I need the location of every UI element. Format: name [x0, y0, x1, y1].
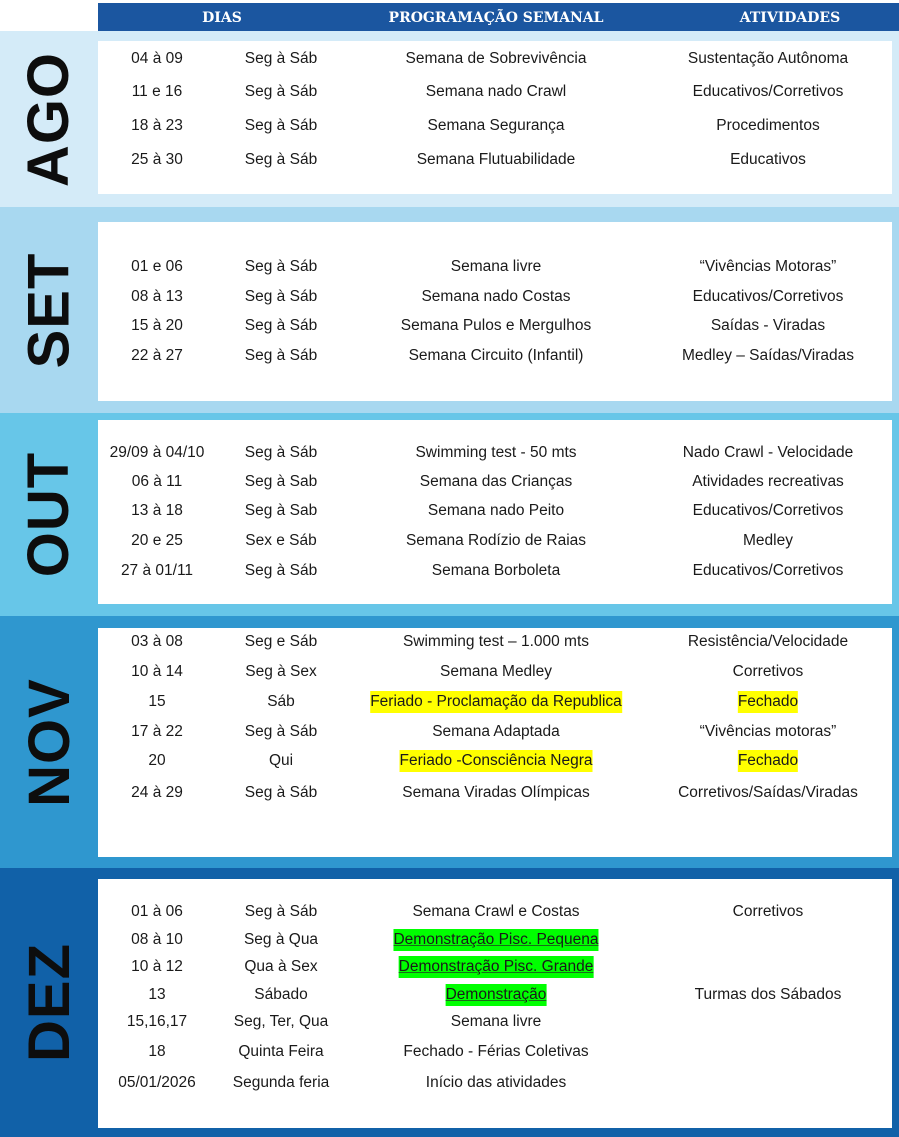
table-row — [98, 442, 892, 464]
cell-program: Semana de Sobrevivência — [405, 50, 587, 67]
cell-program: Semana nado Crawl — [425, 83, 567, 100]
cell-activity: Corretivos — [732, 903, 804, 920]
cell-activity: Medley — [743, 532, 793, 549]
cell-activity: Turmas dos Sábados — [694, 986, 842, 1003]
cell-activity: Procedimentos — [716, 117, 820, 134]
cell-days: Seg à Sáb — [244, 903, 318, 920]
cell-days: Qui — [268, 752, 294, 769]
cell-days: Seg à Sáb — [244, 50, 318, 67]
cell-activity: Resistência/Velocidade — [687, 633, 849, 650]
cell-program: Semana Viradas Olímpicas — [402, 784, 590, 801]
cell-program-holiday: Feriado - Proclamação da Republica — [370, 691, 622, 713]
cell-days: Sábado — [254, 986, 308, 1003]
cell-activity-closed: Fechado — [738, 691, 798, 713]
cell-days: Seg à Sáb — [244, 317, 318, 334]
table-row — [98, 782, 892, 804]
cell-date: 25 à 30 — [131, 151, 183, 168]
cell-days: Seg, Ter, Qua — [233, 1013, 329, 1030]
cell-program: Swimming test - 50 mts — [415, 444, 577, 461]
cell-days: Seg à Sáb — [244, 151, 318, 168]
cell-date: 20 — [148, 752, 166, 769]
table-row — [98, 1011, 892, 1033]
cell-date: 15 à 20 — [131, 317, 183, 334]
cell-program: Semana livre — [450, 258, 542, 275]
cell-days: Seg à Qua — [243, 931, 319, 948]
cell-date: 10 à 14 — [131, 663, 183, 680]
cell-program-demo: Demonstração Pisc. Pequena — [393, 929, 598, 951]
cell-activity: Corretivos/Saídas/Viradas — [678, 784, 858, 801]
month-label-out: OUT — [16, 451, 82, 578]
cell-program-demo: Demonstração — [446, 984, 547, 1006]
table-row — [98, 1041, 892, 1063]
table-row — [98, 929, 892, 951]
cell-date: 24 à 29 — [131, 784, 183, 801]
month-section-dez — [0, 868, 899, 1137]
cell-program: Semana Pulos e Mergulhos — [400, 317, 592, 334]
cell-date: 15 — [148, 693, 166, 710]
cell-days: Seg à Sáb — [244, 117, 318, 134]
cell-date: 27 à 01/11 — [120, 562, 194, 579]
cell-date: 20 e 25 — [131, 532, 183, 549]
cell-program: Fechado - Férias Coletivas — [403, 1043, 589, 1060]
cell-date: 15,16,17 — [126, 1013, 188, 1030]
cell-days: Seg à Sab — [244, 473, 318, 490]
month-box-set — [98, 222, 892, 401]
table-row — [98, 286, 892, 308]
table-row — [98, 256, 892, 278]
cell-days: Seg à Sáb — [244, 562, 318, 579]
cell-days: Seg e Sáb — [244, 633, 318, 650]
cell-date: 18 à 23 — [131, 117, 183, 134]
table-row — [98, 691, 892, 713]
cell-date: 03 à 08 — [131, 633, 183, 650]
cell-activity: “Vivências motoras” — [699, 723, 837, 740]
table-header — [98, 3, 899, 31]
month-label-dez: DEZ — [16, 943, 82, 1062]
cell-date: 22 à 27 — [131, 347, 183, 364]
header-programacao: PROGRAMAÇÃO SEMANAL — [388, 10, 604, 26]
table-row — [98, 115, 892, 137]
cell-program: Semana nado Peito — [427, 502, 565, 519]
cell-activity: Educativos/Corretivos — [692, 288, 844, 305]
table-row — [98, 530, 892, 552]
table-row — [98, 1072, 892, 1094]
cell-activity: Sustentação Autônoma — [687, 50, 849, 67]
cell-activity: Medley – Saídas/Viradas — [681, 347, 855, 364]
table-row — [98, 500, 892, 522]
cell-days: Sáb — [267, 693, 295, 710]
cell-days: Seg à Sáb — [244, 83, 318, 100]
cell-date: 08 à 10 — [131, 931, 183, 948]
cell-days: Seg à Sáb — [244, 784, 318, 801]
cell-program: Semana Borboleta — [431, 562, 561, 579]
cell-program-holiday: Feriado -Consciência Negra — [400, 750, 593, 772]
month-box-dez — [98, 879, 892, 1128]
cell-days: Seg à Sab — [244, 502, 318, 519]
month-section-nov — [0, 616, 899, 868]
cell-activity: Nado Crawl - Velocidade — [682, 444, 854, 461]
month-box-ago — [98, 41, 892, 194]
cell-date: 29/09 à 04/10 — [109, 444, 205, 461]
cell-program: Início das atividades — [425, 1074, 567, 1091]
cell-date: 01 à 06 — [131, 903, 183, 920]
header-dias: DIAS — [202, 10, 242, 26]
cell-activity: Educativos/Corretivos — [692, 502, 844, 519]
month-box-nov — [98, 628, 892, 857]
cell-activity: Saídas - Viradas — [710, 317, 826, 334]
cell-activity: “Vivências Motoras” — [699, 258, 837, 275]
cell-activity: Atividades recreativas — [692, 473, 844, 490]
month-box-out — [98, 420, 892, 604]
cell-date: 18 — [148, 1043, 166, 1060]
cell-days: Seg à Sáb — [244, 347, 318, 364]
table-row — [98, 631, 892, 653]
cell-program: Semana Flutuabilidade — [416, 151, 576, 168]
table-row — [98, 721, 892, 743]
cell-program: Semana das Crianças — [419, 473, 573, 490]
cell-days: Qua à Sex — [244, 958, 318, 975]
table-row — [98, 48, 892, 70]
cell-activity: Educativos — [730, 151, 806, 168]
table-row — [98, 984, 892, 1006]
cell-date: 04 à 09 — [131, 50, 183, 67]
table-row — [98, 315, 892, 337]
table-row — [98, 149, 892, 171]
cell-days: Seg à Sáb — [244, 288, 318, 305]
cell-date: 13 à 18 — [131, 502, 183, 519]
cell-days: Seg à Sáb — [244, 444, 318, 461]
month-label-nov: NOV — [16, 677, 82, 807]
table-row — [98, 345, 892, 367]
cell-program: Semana Circuito (Infantil) — [408, 347, 584, 364]
cell-program-demo: Demonstração Pisc. Grande — [399, 956, 594, 978]
table-row — [98, 471, 892, 493]
cell-date: 01 e 06 — [131, 258, 183, 275]
cell-days: Segunda feria — [232, 1074, 330, 1091]
cell-program: Swimming test – 1.000 mts — [402, 633, 590, 650]
cell-activity: Educativos/Corretivos — [692, 562, 844, 579]
cell-program: Semana Crawl e Costas — [412, 903, 580, 920]
cell-program: Semana nado Costas — [421, 288, 571, 305]
table-row — [98, 750, 892, 772]
table-row — [98, 901, 892, 923]
cell-days: Seg à Sex — [245, 663, 317, 680]
month-section-set — [0, 207, 899, 413]
cell-program: Semana Medley — [439, 663, 553, 680]
cell-program: Semana Rodízio de Raias — [405, 532, 587, 549]
cell-date: 08 à 13 — [131, 288, 183, 305]
cell-days: Seg à Sáb — [244, 258, 318, 275]
table-row — [98, 81, 892, 103]
cell-days: Sex e Sáb — [245, 532, 317, 549]
header-atividades: ATIVIDADES — [739, 10, 841, 26]
month-label-ago: AGO — [16, 51, 82, 187]
month-section-ago — [0, 31, 899, 207]
table-row — [98, 661, 892, 683]
table-row — [98, 560, 892, 582]
cell-program: Semana Adaptada — [432, 723, 560, 740]
cell-program: Semana livre — [450, 1013, 542, 1030]
cell-date: 13 — [148, 986, 166, 1003]
month-section-out — [0, 413, 899, 616]
cell-activity-closed: Fechado — [738, 750, 798, 772]
month-label-set: SET — [16, 252, 82, 368]
cell-days: Seg à Sáb — [244, 723, 318, 740]
cell-program: Semana Segurança — [427, 117, 565, 134]
cell-date: 17 à 22 — [131, 723, 183, 740]
cell-days: Quinta Feira — [238, 1043, 324, 1060]
cell-date: 10 à 12 — [131, 958, 183, 975]
cell-date: 05/01/2026 — [118, 1074, 196, 1091]
cell-activity: Educativos/Corretivos — [692, 83, 844, 100]
table-row — [98, 956, 892, 978]
cell-date: 06 à 11 — [131, 473, 183, 490]
cell-activity: Corretivos — [732, 663, 804, 680]
cell-date: 11 e 16 — [131, 83, 183, 100]
